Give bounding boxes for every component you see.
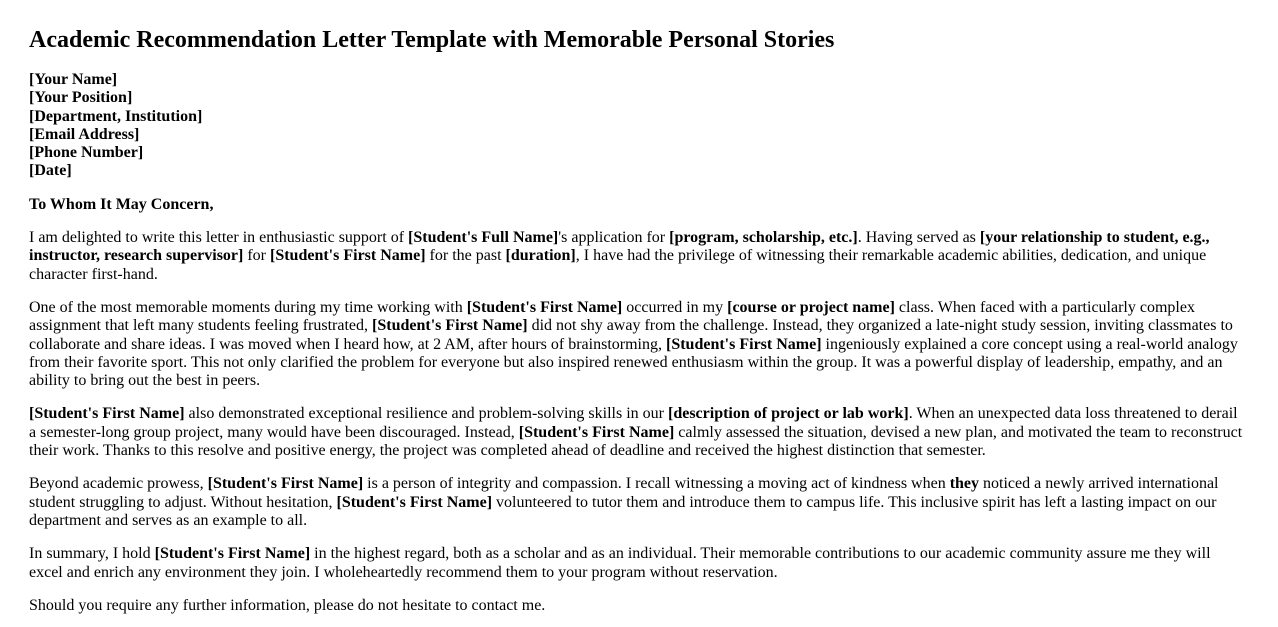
placeholder-bold: [Student's First Name]	[270, 247, 426, 265]
placeholder-bold: [duration]	[505, 247, 576, 265]
placeholder-bold: [description of project or lab work]	[667, 405, 909, 423]
salutation: To Whom It May Concern,	[29, 195, 214, 213]
placeholder-bold: [program, scholarship, etc.]	[669, 229, 858, 247]
placeholder-bold: [Student's Full Name]	[408, 229, 559, 247]
letter-paragraph: In summary, I hold [Student's First Name] in the highest regard, both as a scholar and as an individual. Their memorable contributions to our academic community assure me they will excel and enrich any environment they join. I wholeheartedly recommend them to your program without reservation.	[29, 545, 1211, 581]
placeholder-bold: [Student's First Name]	[466, 298, 623, 316]
contact-line: [Department, Institution]	[29, 107, 203, 125]
contact-line: [Email Address]	[29, 125, 140, 143]
contact-line: [Date]	[29, 162, 72, 180]
cutoff-paragraph: Should you require any further information, please do not hesitate to contact me.	[29, 596, 546, 614]
placeholder-bold: [Student's First Name]	[207, 475, 364, 493]
document-page	[0, 26, 1278, 627]
document-title: Academic Recommendation Letter Template with Memorable Personal Stories	[29, 27, 835, 53]
placeholder-bold: [your relationship to student, e.g., instructor, research supervisor]	[29, 229, 1210, 265]
placeholder-bold: [course or project name]	[727, 298, 895, 316]
placeholder-bold: [Student's First Name]	[518, 423, 675, 441]
placeholder-bold: [Student's First Name]	[336, 493, 493, 511]
contact-line: [Your Name]	[29, 71, 118, 88]
contact-block	[29, 71, 1248, 181]
letter-paragraph: Beyond academic prowess, [Student's First Name] is a person of integrity and compassion. I recall witnessing a moving act of kindness when they noticed a newly arrived international student struggling to adjust. Without hesitation, [Student's First Name] volunteered to tutor them and introduce them to campus life. This inclusive spirit has left a lasting impact on our department and serves as an example to all.	[29, 475, 1219, 529]
placeholder-bold: [Student's First Name]	[666, 335, 822, 353]
placeholder-bold: they	[949, 475, 980, 493]
placeholder-bold: [Student's First Name]	[372, 317, 528, 335]
letter-paragraph: One of the most memorable moments during my time working with [Student's First Name] occurred in my [course or project name] class. When faced with a particularly complex assignment that left many students feeling frustrated, [Student's First Name] did not shy away from the challenge. Instead, they organized a late-night study session, inviting classmates to collaborate and share ideas. I was moved when I heard how, at 2 AM, after hours of brainstorming, [Student's First Name] ingeniously explained a core concept using a real-world analogy from their favorite sport. This not only clarified the problem for everyone but also inspired renewed enthusiasm within the group. It was a powerful display of leadership, empathy, and an ability to bring out the best in peers.	[29, 298, 1238, 390]
contact-line: [Phone Number]	[29, 144, 144, 162]
paragraphs	[29, 229, 1248, 615]
letter-paragraph: I am delighted to write this letter in enthusiastic support of [Student's Full Name]'s application for [program, scholarship, etc.]. Having served as [your relationship to student, e.g., instructor, research supervisor] for [Student's First Name] for the past [duration], I have had the privilege of witnessing their remarkable academic abilities, dedication, and unique character first-hand.	[29, 229, 1210, 283]
letter-paragraph: [Student's First Name] also demonstrated exceptional resilience and problem-solving skills in our [description of project or lab work]. When an unexpected data loss threatened to derail a semester-long group project, many would have been discouraged. Instead, [Student's First Name] calmly assessed the situation, devised a new plan, and motivated the team to reconstruct their work. Thanks to this resolve and positive energy, the project was completed ahead of deadline and received the highest distinction that semester.	[29, 405, 1243, 460]
placeholder-bold: [Student's First Name]	[154, 545, 311, 563]
contact-line: [Your Position]	[29, 89, 133, 107]
placeholder-bold: [Student's First Name]	[29, 405, 185, 423]
